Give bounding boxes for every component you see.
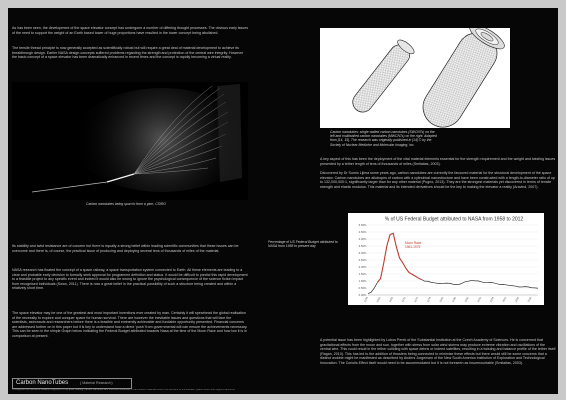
potential-issue-paragraph: A potential issue has been highlighted by Lubos Perek of the Substantial Institution at the Czech Academy of Sciences. He is concerned that gravitational effects from the moon and sun, together with stress from solar wind storms may produce extreme vibration and oscillations of the central wire. This could result in the tether colliding with space debris or indeed satellites, resulting in a twisting and balance profile of the tether itself (Ragan, 2010). This has led to the addition of thrusters being connected to minimise these effects but there would still be some concerns that a distinct wobble might be manifested as described by Anders Jorgensen of the New South America Institution of Exploration and Technological Innovation. The Coriolis Effect itself would need to be accommodated but it is not foreseen as insurmountable (Smitaitas, 2003). bbox=[320, 338, 556, 365]
y-tick-label: 3.00% bbox=[358, 251, 367, 256]
space-elevator-paragraph: The space elevator may be one of the greatest and most important inventions ever created by man. Certainly it will spearhead the global realisation of the necessity to explore and conquer space for human survival. There are however the inevitable issues and questions that will face the scientists, astronauts and researchers before there is a feasible and eminently achievable and fundable opportunity presented. Financial concerns are addressed further on in this paper but it is key to understand how a direct 'push' from governmental will can ensure the achievements necessary. This can be seen in the simple Graph below indicating the Federal Budget attributed towards Nasa at the time of the Moon Race and how low it is in comparison at present. bbox=[12, 311, 248, 338]
chart-caption: Percentage of US Federal Budget attributed to NASA from 1958 to present day bbox=[268, 240, 338, 249]
chart-title: % of US Federal Budget attributed to NASA from 1958 to 2012 bbox=[384, 216, 524, 223]
chart-legend bbox=[405, 241, 422, 249]
x-tick-label: 1994 bbox=[476, 296, 483, 303]
tensile-paragraph: The tensile thread principle is now generally accepted as scientifically robust but will require a great deal of material development to achieve its breakthrough design. Earlier NASA design concepts suffered problems regarding the strength and protection of the central wire integrity. However the basic concept of a space elevator has been dramatically enhanced in recent times and the concept is rapidly becoming a virtual reality. bbox=[12, 46, 244, 59]
nanotube-yarn-photo bbox=[12, 82, 248, 200]
x-tick-label: 1958 bbox=[363, 296, 369, 303]
x-axis-ticks bbox=[363, 296, 532, 303]
nasa-paragraph: NASA research has floated the concept of a space railway, a space transportation system connected to Earth. All these elements are leading to a clear and probable early decision to formally seek approval for programme definition and status. It would be difficult to predict this rapid development to a feasible project to any specific event and indeed it would also be wrong to ignore the psychological consequence of the science fiction impact from recognised individuals (Swan, 2011). There is now a great belief in the practical possibility of such a structure being created and within a relatively short time. bbox=[12, 268, 248, 290]
x-tick-label: 2002 bbox=[502, 296, 508, 303]
y-axis-ticks bbox=[359, 223, 367, 297]
x-tick-label: 2006 bbox=[514, 296, 520, 303]
nanotube-diagram bbox=[320, 28, 510, 128]
y-tick-label: 2.50% bbox=[358, 258, 367, 263]
y-tick-label: 4.50% bbox=[358, 230, 367, 235]
discovered-paragraph: Discovered by Dr Sumio Lijima some years ago, carbon nanotubes are currently the favoured material for the structural development of the space elevator. Carbon nanotubes are allotropes of carbon with a cylindrical nanostructure and have been constructed with a length-to-diameter ratio of up to 132,000,000:1, significantly larger than for any other material (Pugno, 2013). They are the strongest materials yet discovered in terms of tensile strength and elastic modulus. This material and its intended derivatives should be the key to making the elevator a reality (Aravind, 2007). bbox=[320, 171, 555, 189]
legend-moon-race: Moon Race bbox=[405, 241, 422, 245]
x-tick-label: 1990 bbox=[464, 296, 470, 303]
legend-years: 1961-1975 bbox=[405, 245, 421, 249]
section-title: Carbon NanoTubes bbox=[16, 380, 69, 386]
y-tick-label: 0.50% bbox=[358, 286, 367, 291]
photo-caption: Carbon nanotubes being spun to form a yarn, CSIRO bbox=[86, 202, 166, 206]
nasa-budget-chart bbox=[348, 213, 544, 305]
footer-note: Throughout the nanotube research segment of this area, fielding, carbon nanotube and structure sustained in the exterior materials within the structure of the elevator, space tether and support elements. bbox=[12, 389, 236, 391]
section-title-block bbox=[12, 378, 132, 389]
y-tick-label: 4.00% bbox=[358, 237, 367, 242]
x-tick-label: 1970 bbox=[401, 296, 407, 303]
poster-sheet bbox=[8, 8, 558, 394]
key-aspect-paragraph: A key aspect of this has been the deployment of the vital material elements essential for the strength requirement and the weight and twisting issues presented by a tether length of tens of thousands of miles (Smitaitas, 2003). bbox=[320, 157, 556, 166]
intro-paragraph: As has been seen, the development of the space elevator concept has undergone a number of differing thought processes. The obvious early issues of the need to support the weight of an Earth based tower of huge proportions have resulted in the tower concept being abolished. bbox=[12, 26, 249, 35]
y-tick-label: 0.00% bbox=[358, 293, 367, 298]
nanotube-caption: Carbon nanotubes: single walled carbon nanotubes (SWCNTs) on the left and multiwalled carbon nanotubes (MWCNTs) on the right. Adapted from [14, 15]. The research was originally published in [14] © by the Society of Nuclear Medicine and Molecular Imaging, Inc. bbox=[330, 130, 437, 147]
x-tick-label: 1974 bbox=[413, 296, 420, 303]
y-tick-label: 3.50% bbox=[358, 244, 367, 249]
y-tick-label: 1.00% bbox=[358, 279, 367, 284]
x-tick-label: 1982 bbox=[439, 296, 445, 303]
y-tick-label: 2.00% bbox=[358, 265, 367, 270]
chart-series bbox=[368, 233, 538, 293]
x-tick-label: 1966 bbox=[388, 296, 395, 303]
stability-paragraph: Its stability and twist resistance are of concern but there is equally a strong belief within leading scientific communities that these issues can be overcome and there is, of course, the practical issue of producing and deploying several tens of thousands of miles of the material. bbox=[12, 244, 239, 253]
section-subtitle: ( Material Research) bbox=[80, 381, 113, 386]
x-tick-label: 1962 bbox=[376, 296, 382, 303]
x-tick-label: 1986 bbox=[451, 296, 458, 303]
y-tick-label: 5.00% bbox=[358, 223, 367, 228]
y-tick-label: 1.50% bbox=[358, 272, 367, 277]
x-tick-label: 2010 bbox=[527, 296, 533, 303]
nasa-budget-chart-svg bbox=[348, 213, 544, 305]
x-tick-label: 1998 bbox=[489, 296, 495, 303]
x-tick-label: 1978 bbox=[426, 296, 432, 303]
